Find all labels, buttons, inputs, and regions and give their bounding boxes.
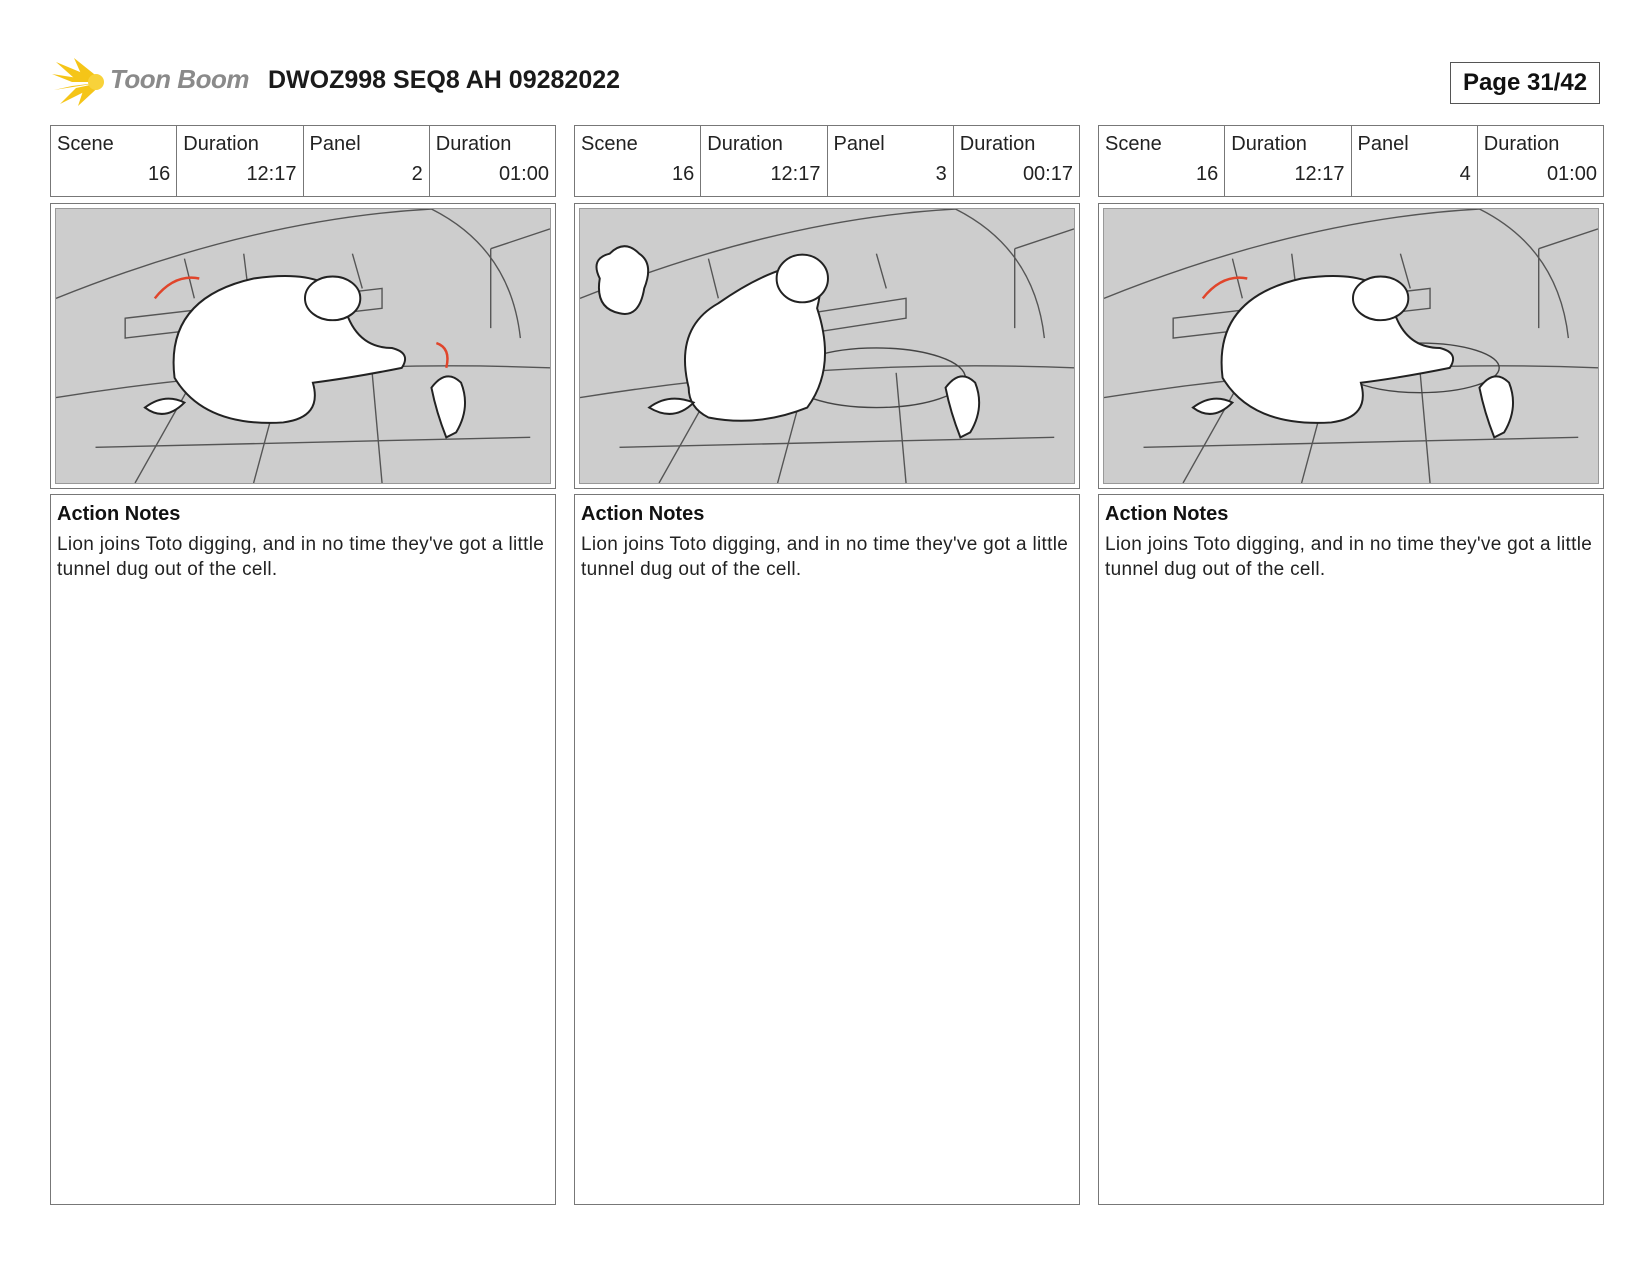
scene-duration-label: Duration <box>1231 133 1307 155</box>
scene-value: 16 <box>148 163 171 185</box>
action-notes <box>1098 494 1604 1205</box>
panel-frame <box>50 203 556 489</box>
action-notes-heading: Action Notes <box>1105 503 1229 525</box>
panel-duration-value: 01:00 <box>498 163 549 185</box>
sketch-lion-dusting <box>580 209 1074 483</box>
scene-value: 16 <box>672 163 695 185</box>
panel-frame <box>1098 203 1604 489</box>
scene-duration-cell <box>700 126 826 196</box>
toon-boom-logo <box>52 56 249 108</box>
panel-duration-cell <box>429 126 555 196</box>
action-notes <box>50 494 556 1205</box>
panel-info-table <box>1098 125 1604 197</box>
burst-icon <box>52 56 108 108</box>
panel-value: 4 <box>1459 163 1471 185</box>
panel-label: Panel <box>309 133 361 155</box>
panel-duration-label: Duration <box>1483 133 1560 155</box>
action-notes-text: Lion joins Toto digging, and in no time they've got a little tunnel dug out of the cell. <box>57 534 545 580</box>
logo-text: Toon Boom <box>110 64 249 94</box>
panel-label: Panel <box>1357 133 1409 155</box>
panel-duration-value: 01:00 <box>1546 163 1597 185</box>
panel-value: 3 <box>935 163 947 185</box>
storyboard-panel-2 <box>574 125 1080 1205</box>
action-notes-text: Lion joins Toto digging, and in no time they've got a little tunnel dug out of the cell. <box>1105 534 1593 580</box>
panel-duration-value: 00:17 <box>1022 163 1073 185</box>
panel-cell <box>303 126 429 196</box>
scene-duration-label: Duration <box>183 133 259 155</box>
scene-duration-cell <box>1224 126 1350 196</box>
panel-info-table <box>50 125 556 197</box>
sketch-lion-digging <box>1104 209 1598 483</box>
panel-duration-cell <box>1477 126 1603 196</box>
action-notes-text: Lion joins Toto digging, and in no time they've got a little tunnel dug out of the cell. <box>581 534 1069 580</box>
scene-duration-cell <box>176 126 302 196</box>
panel-frame <box>574 203 1080 489</box>
scene-duration-value: 12:17 <box>770 163 821 185</box>
storyboard-panel-1 <box>50 125 556 1205</box>
scene-cell <box>575 126 700 196</box>
action-notes-heading: Action Notes <box>57 503 181 525</box>
scene-cell <box>1099 126 1224 196</box>
panel-info-table <box>574 125 1080 197</box>
panel-label: Panel <box>833 133 885 155</box>
scene-value: 16 <box>1196 163 1219 185</box>
scene-label: Scene <box>57 133 114 155</box>
panel-duration-label: Duration <box>959 133 1036 155</box>
sketch-lion-reaching <box>56 209 550 483</box>
scene-duration-value: 12:17 <box>246 163 297 185</box>
scene-label: Scene <box>581 133 638 155</box>
panel-value: 2 <box>411 163 423 185</box>
action-notes-heading: Action Notes <box>581 503 705 525</box>
panel-cell <box>1351 126 1477 196</box>
scene-label: Scene <box>1105 133 1162 155</box>
scene-cell <box>51 126 176 196</box>
storyboard-panel-3 <box>1098 125 1604 1205</box>
panel-cell <box>827 126 953 196</box>
page-number: Page 31/42 <box>1450 62 1600 104</box>
scene-duration-value: 12:17 <box>1294 163 1345 185</box>
panel-duration-label: Duration <box>435 133 512 155</box>
action-notes <box>574 494 1080 1205</box>
scene-duration-label: Duration <box>707 133 783 155</box>
panel-duration-cell <box>953 126 1079 196</box>
document-title: DWOZ998 SEQ8 AH 09282022 <box>268 66 621 94</box>
